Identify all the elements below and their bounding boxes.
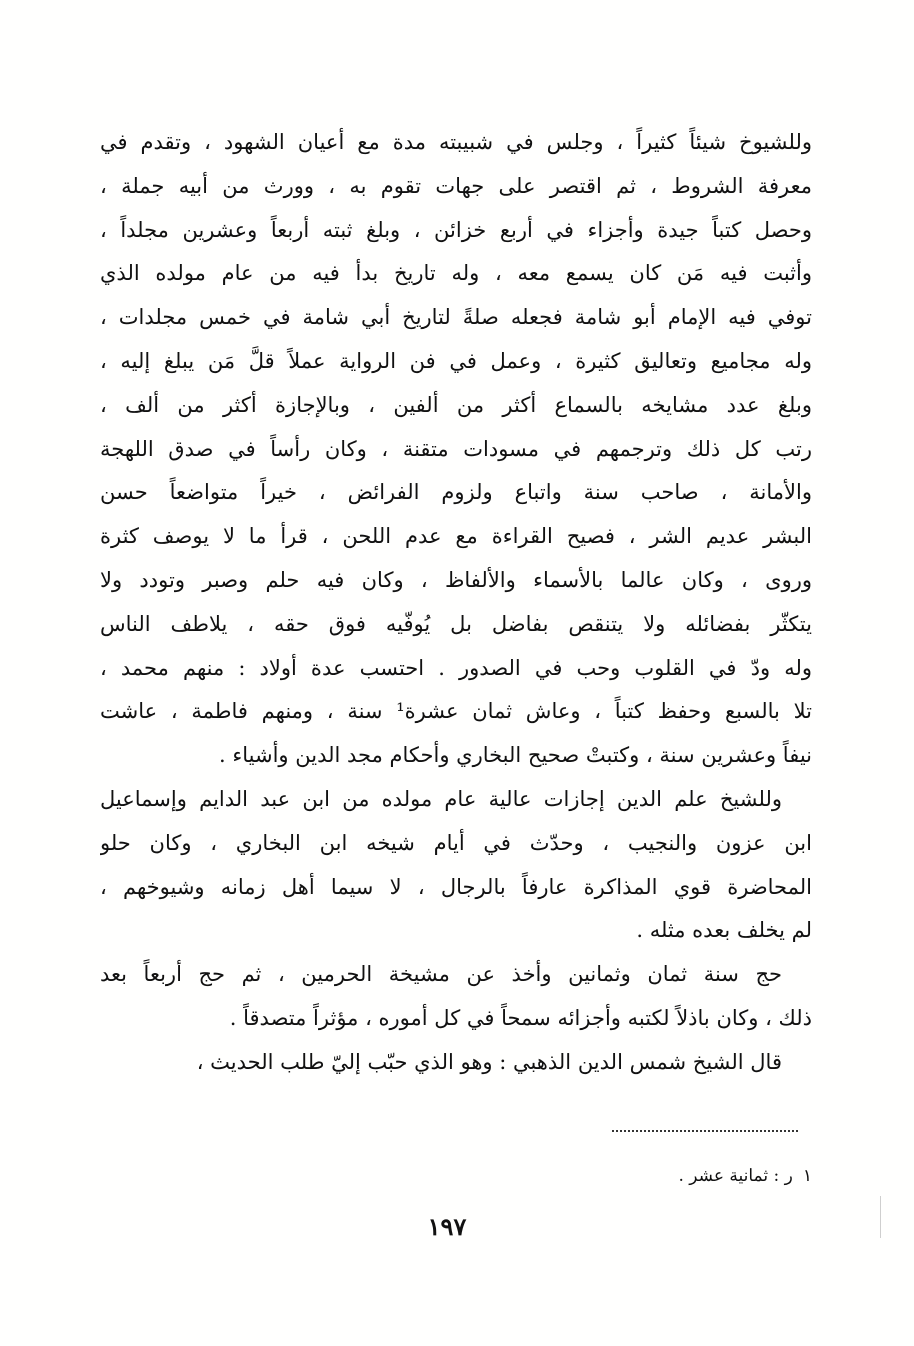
margin-mark	[880, 1196, 881, 1238]
text-line: وللشيخ علم الدين إجازات عالية عام مولده من ابن عبد الدايم وإسماعيل	[100, 786, 782, 811]
text-line: وله ودّ في القلوب وحب في الصدور . احتسب عدة أولاد : منهم محمد ،	[100, 655, 812, 680]
main-text	[100, 121, 812, 1085]
text-line: ذلك ، وكان باذلاً لكتبه وأجزائه سمحاً في كل أموره ، مؤثراً متصدقاً .	[229, 1005, 812, 1030]
footnote-number: ١	[802, 1166, 812, 1186]
footnote-text: ر : ثمانية عشر .	[678, 1166, 793, 1186]
footnote	[560, 1164, 812, 1188]
text-line: معرفة الشروط ، ثم اقتصر على جهات تقوم به ، وورث من أبيه جملة ،	[100, 173, 812, 198]
text-line: نيفاً وعشرين سنة ، وكتبتْ صحيح البخاري وأحكام مجد الدين وأشياء .	[219, 743, 812, 768]
text-line: المحاضرة قوي المذاكرة عارفاً بالرجال ، لا سيما أهل زمانه وشيوخهم ،	[100, 874, 812, 899]
text-line: والأمانة ، صاحب سنة واتباع ولزوم الفرائض ، خيراً متواضعاً حسن	[100, 480, 812, 505]
text-line: رتب كل ذلك وترجمهم في مسودات متقنة ، وكان رأساً في صدق اللهجة	[100, 436, 812, 461]
text-line: وللشيوخ شيئاً كثيراً ، وجلس في شبيبته مدة مع أعيان الشهود ، وتقدم في	[100, 130, 812, 154]
text-line: حج سنة ثمان وثمانين وأخذ عن مشيخة الحرمين ، ثم حج أربعاً بعد	[100, 962, 782, 987]
text-line: يتكثّر بفضائله ولا يتنقص بفاضل بل يُوفّيه فوق حقه ، يلاطف الناس	[100, 611, 812, 636]
text-line: وحصل كتباً جيدة وأجزاء في أربع خزائن ، وبلغ ثبته أربعاً وعشرين مجلداً ،	[100, 217, 812, 242]
text-line: وبلغ عدد مشايخه بالسماع أكثر من ألفين ، وبالإجازة أكثر من ألف ،	[100, 392, 812, 417]
text-line: ابن عزون والنجيب ، وحدّث في أيام شيخه ابن البخاري ، وكان حلو	[100, 830, 812, 855]
text-line: وأثبت فيه مَن كان يسمع معه ، وله تاريخ بدأ فيه من عام مولده الذي	[100, 261, 812, 286]
text-line: قال الشيخ شمس الدين الذهبي : وهو الذي حبّب إليّ طلب الحديث ،	[196, 1049, 782, 1074]
footnote-separator	[612, 1130, 798, 1132]
text-line: تلا بالسبع وحفظ كتباً ، وعاش ثمان عشرة¹ سنة ، ومنهم فاطمة ، عاشت	[100, 699, 812, 724]
text-line: البشر عديم الشر ، فصيح القراءة مع عدم اللحن ، قرأ ما لا يوصف كثرة	[100, 524, 812, 549]
page-number: ١٩٧	[427, 1212, 467, 1241]
text-line: وروى ، وكان عالما بالأسماء والألفاظ ، وكان فيه حلم وصبر وتودد ولا	[100, 567, 812, 592]
text-line: وله مجاميع وتعاليق كثيرة ، وعمل في فن الرواية عملاً قلَّ مَن يبلغ إليه ،	[100, 348, 812, 373]
text-line: لم يخلف بعده مثله .	[636, 918, 812, 943]
text-line: توفي فيه الإمام أبو شامة فجعله صلةً لتاريخ أبي شامة في خمس مجلدات ،	[100, 305, 812, 330]
